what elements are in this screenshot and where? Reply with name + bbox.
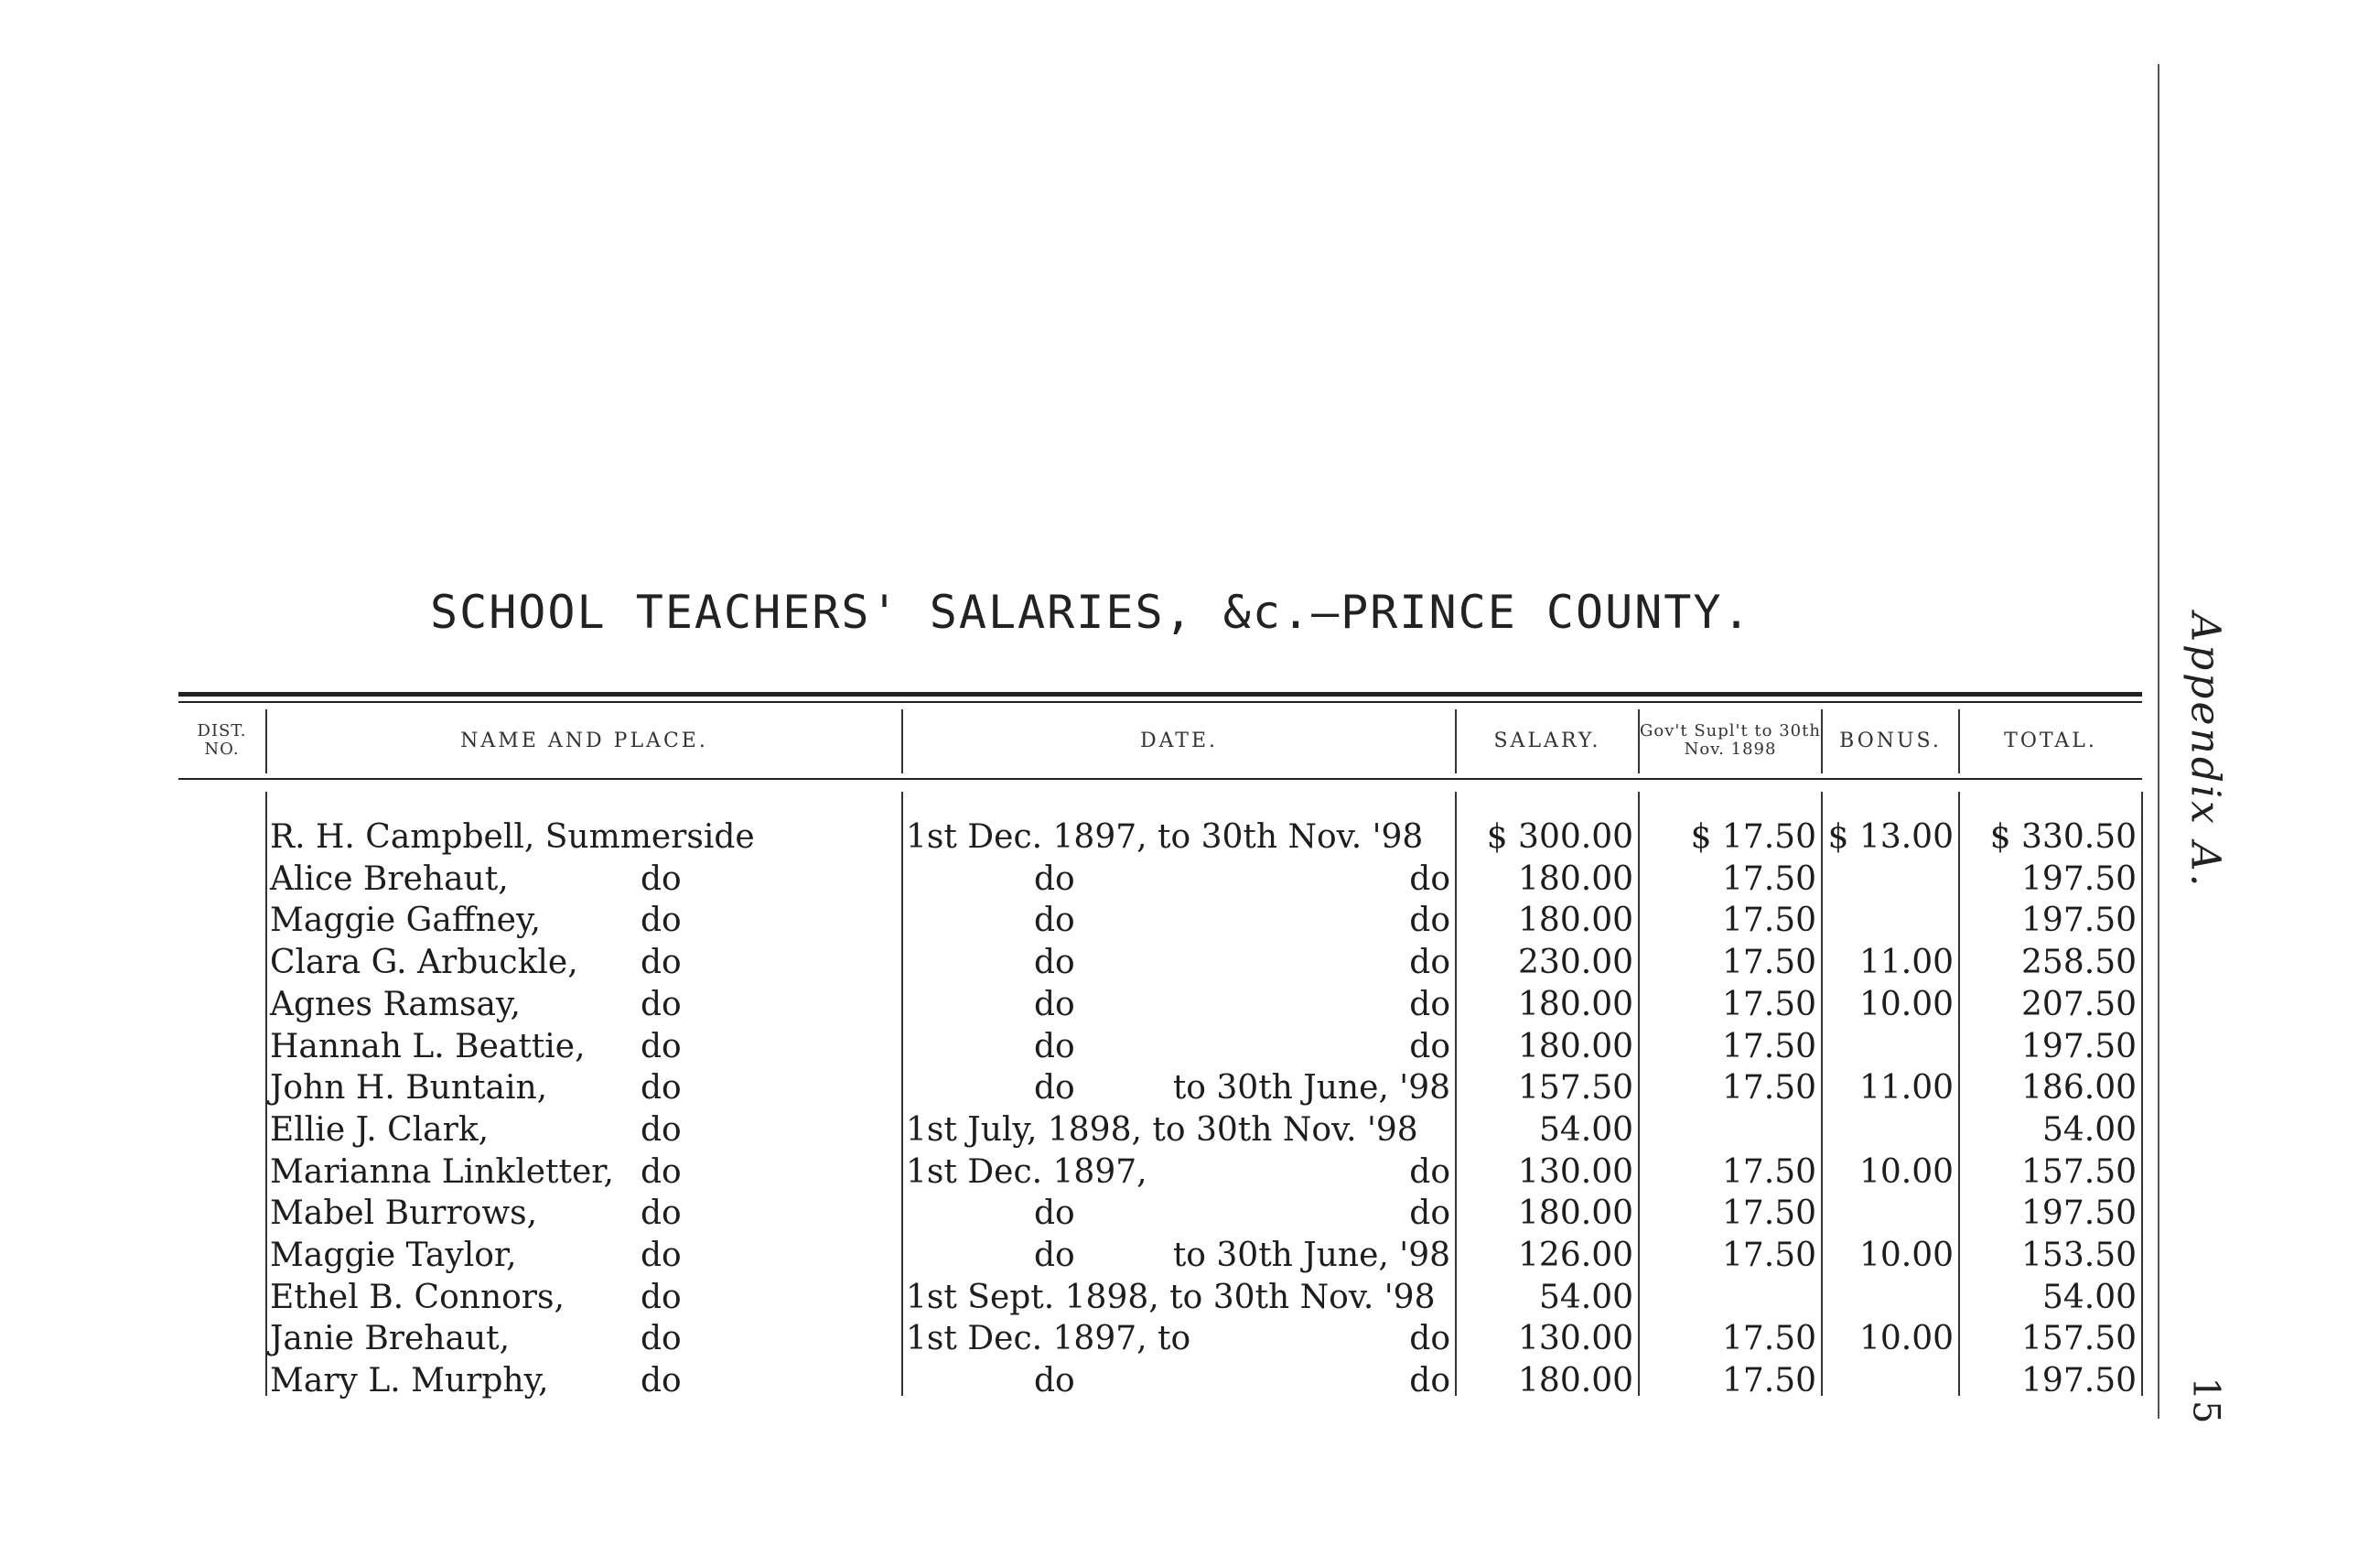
header-govt-supplement: Gov't Supl't to 30th Nov. 1898 xyxy=(1640,721,1821,759)
cell-date-from: 1st Sept. 1898, to 30th Nov. '98 xyxy=(906,1279,1436,1316)
cell-date-to: do xyxy=(1409,1028,1450,1065)
cell-total: 197.50 xyxy=(2021,1194,2137,1232)
cell-salary: 130.00 xyxy=(1518,1153,1633,1191)
cell-total: 197.50 xyxy=(2021,902,2137,939)
cell-date-to: do xyxy=(1409,1194,1450,1232)
cell-name: Maggie Gaffney, xyxy=(270,902,541,939)
cell-total: 207.50 xyxy=(2021,986,2137,1023)
cell-supl: 17.50 xyxy=(1721,1153,1816,1191)
cell-name: Janie Brehaut, xyxy=(270,1320,511,1357)
cell-name: Mabel Burrows, xyxy=(270,1194,538,1232)
column-divider xyxy=(2141,792,2143,1396)
cell-supl: 17.50 xyxy=(1721,1320,1816,1357)
cell-supl: 17.50 xyxy=(1721,1237,1816,1274)
cell-place: do xyxy=(641,1320,682,1357)
page-title: SCHOOL TEACHERS' SALARIES, &c.—PRINCE COUNTY. xyxy=(430,586,1752,639)
column-divider xyxy=(265,792,267,1396)
cell-salary: $ 300.00 xyxy=(1486,818,1633,856)
header-bottom-rule xyxy=(178,778,2142,780)
cell-salary: 180.00 xyxy=(1518,986,1633,1023)
cell-total: 157.50 xyxy=(2021,1153,2137,1191)
cell-date-to: do xyxy=(1409,860,1450,898)
cell-name: Hannah L. Beattie, xyxy=(270,1028,586,1065)
cell-supl: 17.50 xyxy=(1721,860,1816,898)
cell-place: do xyxy=(641,1194,682,1232)
header-total: TOTAL. xyxy=(2004,729,2097,752)
header-bonus: BONUS. xyxy=(1839,729,1942,752)
cell-total: 258.50 xyxy=(2021,944,2137,981)
cell-place: do xyxy=(641,944,682,981)
column-divider xyxy=(901,792,903,1396)
cell-place: do xyxy=(641,1237,682,1274)
cell-bonus: 10.00 xyxy=(1858,986,1954,1023)
cell-total: 153.50 xyxy=(2021,1237,2137,1274)
cell-place: do xyxy=(641,902,682,939)
cell-name: John H. Buntain, xyxy=(270,1069,548,1107)
cell-total: 197.50 xyxy=(2021,860,2137,898)
cell-place: do xyxy=(641,1069,682,1107)
cell-supl: 17.50 xyxy=(1721,1069,1816,1107)
cell-bonus: $ 13.00 xyxy=(1827,818,1954,856)
cell-name: Marianna Linkletter, xyxy=(270,1153,614,1191)
cell-supl: 17.50 xyxy=(1721,902,1816,939)
cell-date-from: 1st Dec. 1897, to xyxy=(906,1320,1191,1357)
cell-date-to: do xyxy=(1409,944,1450,981)
cell-bonus: 10.00 xyxy=(1858,1153,1954,1191)
cell-name: Clara G. Arbuckle, xyxy=(270,944,578,981)
cell-supl: 17.50 xyxy=(1721,1362,1816,1399)
cell-place: do xyxy=(641,1279,682,1316)
cell-date-to: do xyxy=(1409,986,1450,1023)
cell-name: Mary L. Murphy, xyxy=(270,1362,549,1399)
page-number xyxy=(2169,1373,2242,1428)
cell-salary: 180.00 xyxy=(1518,902,1633,939)
cell-total: 186.00 xyxy=(2021,1069,2137,1107)
cell-supl: 17.50 xyxy=(1721,944,1816,981)
header-salary: SALARY. xyxy=(1493,729,1601,752)
header-dist-no: DIST. NO. xyxy=(197,721,247,759)
cell-salary: 126.00 xyxy=(1518,1237,1633,1274)
cell-bonus: 10.00 xyxy=(1858,1320,1954,1357)
cell-name: R. H. Campbell, Summerside xyxy=(270,818,755,856)
cell-salary: 157.50 xyxy=(1518,1069,1633,1107)
cell-name: Agnes Ramsay, xyxy=(270,986,521,1023)
cell-salary: 54.00 xyxy=(1538,1111,1633,1149)
cell-place: do xyxy=(641,1111,682,1149)
cell-date-from: do xyxy=(1034,902,1075,939)
column-divider xyxy=(1455,792,1457,1396)
appendix-label-text: Appendix A. xyxy=(2181,611,2229,890)
column-divider xyxy=(1958,792,1960,1396)
cell-date-from: do xyxy=(1034,1237,1075,1274)
cell-name: Alice Brehaut, xyxy=(270,860,509,898)
cell-total: $ 330.50 xyxy=(1989,818,2137,856)
cell-name: Maggie Taylor, xyxy=(270,1237,517,1274)
cell-bonus: 11.00 xyxy=(1858,1069,1954,1107)
cell-date-from: 1st July, 1898, to 30th Nov. '98 xyxy=(906,1111,1418,1149)
cell-date-from: do xyxy=(1034,1194,1075,1232)
top-rule-thick xyxy=(178,692,2142,697)
cell-supl: 17.50 xyxy=(1721,1194,1816,1232)
cell-date-from: 1st Dec. 1897, xyxy=(906,1153,1147,1191)
cell-total: 54.00 xyxy=(2041,1111,2137,1149)
cell-date-to: do xyxy=(1409,1153,1450,1191)
cell-date-from: 1st Dec. 1897, to 30th Nov. '98 xyxy=(906,818,1424,856)
cell-place: do xyxy=(641,986,682,1023)
cell-total: 197.50 xyxy=(2021,1028,2137,1065)
cell-date-from: do xyxy=(1034,944,1075,981)
cell-supl: 17.50 xyxy=(1721,1028,1816,1065)
column-divider xyxy=(1638,792,1640,1396)
cell-place: do xyxy=(641,1028,682,1065)
cell-salary: 180.00 xyxy=(1518,860,1633,898)
cell-bonus: 11.00 xyxy=(1858,944,1954,981)
cell-date-from: do xyxy=(1034,986,1075,1023)
cell-salary: 230.00 xyxy=(1518,944,1633,981)
cell-date-to: do xyxy=(1409,902,1450,939)
cell-date-from: do xyxy=(1034,1069,1075,1107)
header-date: DATE. xyxy=(1139,729,1219,752)
cell-total: 157.50 xyxy=(2021,1320,2137,1357)
cell-date-to: do xyxy=(1409,1320,1450,1357)
column-divider xyxy=(1821,792,1823,1396)
cell-date-from: do xyxy=(1034,1028,1075,1065)
cell-total: 197.50 xyxy=(2021,1362,2137,1399)
cell-name: Ellie J. Clark, xyxy=(270,1111,490,1149)
cell-place: do xyxy=(641,1362,682,1399)
cell-supl: 17.50 xyxy=(1721,986,1816,1023)
header-name-place: NAME AND PLACE. xyxy=(460,729,708,752)
cell-place: do xyxy=(641,860,682,898)
cell-date-to: to 30th June, '98 xyxy=(1172,1069,1450,1107)
cell-salary: 180.00 xyxy=(1518,1028,1633,1065)
page-number-text: 15 xyxy=(2184,1377,2226,1424)
cell-total: 54.00 xyxy=(2041,1279,2137,1316)
cell-date-from: do xyxy=(1034,860,1075,898)
cell-date-to: do xyxy=(1409,1362,1450,1399)
cell-supl: $ 17.50 xyxy=(1690,818,1816,856)
cell-salary: 180.00 xyxy=(1518,1194,1633,1232)
appendix-margin-label xyxy=(2150,613,2260,888)
cell-bonus: 10.00 xyxy=(1858,1237,1954,1274)
cell-place: do xyxy=(641,1153,682,1191)
cell-salary: 54.00 xyxy=(1538,1279,1633,1316)
cell-salary: 130.00 xyxy=(1518,1320,1633,1357)
cell-date-from: do xyxy=(1034,1362,1075,1399)
cell-date-to: to 30th June, '98 xyxy=(1172,1237,1450,1274)
cell-name: Ethel B. Connors, xyxy=(270,1279,565,1316)
cell-salary: 180.00 xyxy=(1518,1362,1633,1399)
